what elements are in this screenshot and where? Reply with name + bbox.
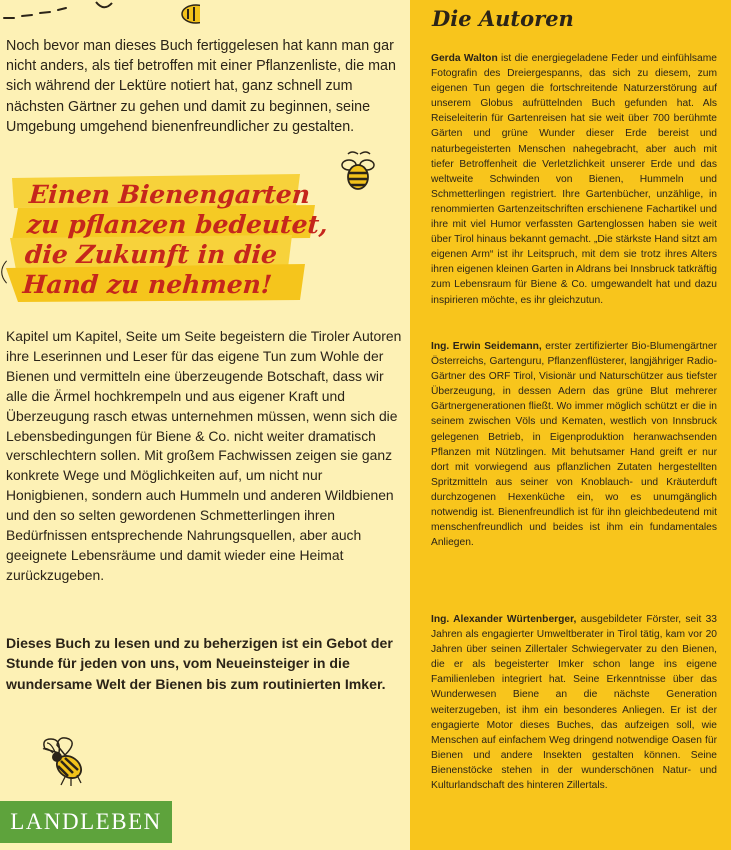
- author-name: Ing. Erwin Seidemann,: [431, 341, 542, 352]
- author-text: ausgebildeter Förster, seit 33 Jahren als engagierter Umweltberater in Tirol tätig, kam vor 20 Jahren über seinen Zillertaler Schwiegervater zu den Bienen, die er als begeisterter Imker schon lange ins eigene Familienleben integriert hat. Seine Erkenntnisse über das Wunderwesen Biene an die nächste Generation weiterzugeben, ist ihm ein besonderes Anliegen. Er ist der engagierte Motor dieses Buches, das aufzeigen soll, wie Menschen auf einfachem Weg dringend notwendige Oasen für Bienen und andere Insekten gestalten können. Seine Bienenstöcke stehen in der wunderschönen Natur- und Kulturlandschaft des hinteren Zillertals.: [431, 614, 717, 792]
- quote-line-1: Einen Bienengarten: [28, 180, 311, 209]
- body-paragraph: Kapitel um Kapitel, Seite um Seite begeistern die Tiroler Autoren ihre Leserinnen und Leser für das eigene Tun zum Wohle der Bienen und vermitteln eine überzeugende Botschaft, dass wir alle die Ärmel hochkrempeln und aus eigener Kraft und Überzeugung rasch etwas unternehmen müssen, wenn sich die Lebensbedingungen für Biene & Co. nicht weiter dramatisch verschlechtern sollen. Mit großem Fachwissen zeigen sie ganz konkrete Wege und Möglichkeiten auf, um nicht nur Honigbienen, sondern auch Hummeln und anderen Wildbienen und den so selten gewordenen Schmetterlingen ihren Bedürfnissen entsprechende Nahrungsquellen, aber auch geeignete Lebensräume und damit wieder eine Heimat zurückzugeben.: [6, 328, 402, 583]
- author-name: Gerda Walton: [431, 53, 498, 64]
- bee-illustration-icon: [35, 733, 93, 791]
- quote-text: [22, 180, 331, 300]
- bee-outline-icon: [0, 254, 8, 290]
- landleben-logo: LANDLEBEN: [0, 801, 172, 843]
- author-bio-seidemann: [431, 339, 717, 550]
- author-text: ist die energiegeladene Feder und einfühlsame Fotografin des Dreiergespanns, das sich zu diesem, zum eigenen Tun gegen die fortschreitende Naturzerstörung auf unserem Globus aufrüttelnden Buch gefunden hat. Als Reiseleiterin für Gartenreisen hat sie weit über 700 berühmte Gärten und grüne Wunder dieser Erde bereist und naturbegeisterten Menschen nahegebracht, aber auch mit tiefer Betroffenheit die Verletzlichkeit unserer Erde und das weltweite Schwinden von Bienen, Hummeln und Schmetterlingen registriert. Ihre Gartenbücher, unzählige, in renommierten Gartenzeitschriften erschienene Fachartikel und ihre mit viel Humor verfassten Gartenglossen haben sie weit über Tirol hinaus bekannt gemacht. „Die stärkste Hand sitzt am eigenen Arm“ ist ihr Leitspruch, mit dem sie trotz ihres Alters ihren eigenen kleinen Garten in Aldrans bei Innsbruck tatkräftig zum Lebensraum für Biene & Co. umgewandelt hat und dazu inspirieren möchte, es ihr gleichzutun.: [431, 53, 718, 306]
- intro-paragraph: Noch bevor man dieses Buch fertiggelesen hat kann man gar nicht anders, als tief betroffen mit einer Pflanzenliste, die man sich während der Lektüre notiert hat, ganz schnell zum nächsten Gärtner zu gehen und damit zu beginnen, seine Umgebung umgehend bienenfreundlicher zu gestalten.: [6, 38, 396, 135]
- quote-block: [0, 172, 330, 304]
- quote-line-4: Hand zu nehmen!: [21, 270, 273, 299]
- authors-panel: [410, 0, 731, 850]
- bee-icon: [338, 150, 378, 192]
- author-text: erster zertifizierter Bio-Blumengärtner Österreichs, Gartenguru, Pflanzenflüsterer, langjähriger Radio- Gärtner des ORF Tirol, Visionär und Naturschützer aus tiefster Überzeugung, in dessen Adern das grüne Blut mehrerer Gärtnergenerationen fließt. Wo immer möglich schützt er die in seinem zwischen Völs und Kematen, westlich von Innsbruck gelegenen Betrieb, in Eigenproduktion heranwachsenden Pflanzen mit Nützlingen. Mit behutsamer Hand greift er nur dort mit vorwiegend aus pflanzlichen Zutaten hergestellten Spritzmitteln aus seiner von Knoblauch- und Kräuterduft durchzogenen Hexenküche ein, wo es unumgänglich notwendig ist. Bienenfreundlich ist für ihn gleichbedeutend mit menschenfreundlich und beides ist ihm ein fundamentales Anliegen.: [431, 341, 718, 549]
- quote-line-3: die Zukunft in die: [23, 240, 278, 269]
- author-bio-walton: [431, 51, 717, 308]
- author-bio-wuertenberger: [431, 612, 717, 793]
- author-name: Ing. Alexander Würtenberger,: [431, 614, 577, 625]
- authors-title: Die Autoren: [432, 6, 574, 31]
- closing-statement: Dieses Buch zu lesen und zu beherzigen ist ein Gebot der Stunde für jeden von uns, vom Neueinsteiger in die wundersame Welt der Bienen bis zum routinierten Imker.: [6, 635, 393, 692]
- decorative-swirl-icon: [0, 0, 200, 30]
- quote-line-2: zu pflanzen bedeutet,: [26, 210, 329, 239]
